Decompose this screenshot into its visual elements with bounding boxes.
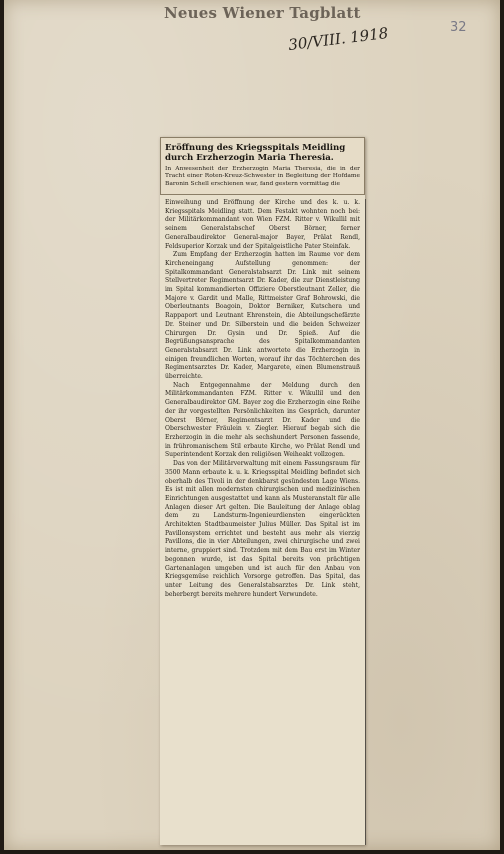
clipping-header-box	[160, 137, 365, 195]
article-paragraph: Zum Empfang der Erzherzogin hatten im Raume vor dem Kircheneingang Aufstellung genommen: der Spitalkommandant Generalstabsarzt Dr. Link mit seinem Stellvertreter Regimentsarzt Dr. Kader, die zur Dienstleistung im Spital kommandierten Offiziere Oberstleutnant Zeller, die Majore v. Gardit und Malle, Rittmeister Graf Bohrowski, die Oberleutnants Boagoin, Doktor Berniker, Kutschera und Rappaport und Leutnant Ehrenstein, die Abteilungschefärzte Dr. Steiner und Dr. Silberstein und die beiden Schweizer Chirurgen Dr. Gysin und Dr. Spieß. Auf die Begrüßungsansprache des Spitalkommandanten Generalstabsarzt Dr. Link antwortete die Erzherzogin in einigen freundlichen Worten, worauf ihr das Töchterchen des Regimentsarztes Dr. Kader, Margarete, einen Blumenstrauß überreichte.	[165, 251, 360, 381]
page-number: 32	[450, 20, 467, 35]
handwritten-date: 30/VIII. 1918	[287, 23, 390, 55]
article-body	[160, 199, 366, 845]
article-paragraph: Das von der Militärverwaltung mit einem Fassungsraum für 3500 Mann erbaute k. u. k. Kriegsspital Meidling befindet sich oberhalb des Tivoli in der denkbarst gesündesten Lage Wiens. Es ist mit allen modernsten chirurgischen und medizinischen Einrichtungen ausgestattet und kann als Musteranstalt für alle Anlagen dieser Art gelten. Die Bauleitung der Anlage oblag dem zu Landsturm-Ingenieurdiensten eingerückten Architekten Stadtbaumeister Julius Müller. Das Spital ist im Pavillonsystem errichtet und besteht aus mehr als vierzig Pavillons, die in vier Abteilungen, zwei chirurgische und zwei interne, gruppiert sind. Trotzdem mit dem Bau erst im Winter begonnen wurde, ist das Spital bereits von prächtigen Gartenanlagen umgeben und ist auch für den Anbau von Kriegsgemüse reichlich Vorsorge getroffen. Das Spital, das unter Leitung des Generalstabsarztes Dr. Link steht, beherbergt bereits mehrere hundert Verwundete.	[165, 460, 360, 598]
article-paragraph: Nach Entgegennahme der Meldung durch den Militärkommandanten FZM. Ritter v. Wikullil und den Generalbaudirektor GM. Bayer zog die Erzherzogin eine Reihe der ihr vorgestellten Persönlichkeiten ins Gespräch, darunter Oberst Börner, Regimentsarzt Dr. Kader und die Oberschwester Fräulein v. Ziegler. Hierauf begab sich die Erzherzogin in die mehr als sechshundert Personen fassende, in frühromanischem Stil erbaute Kirche, wo Prälat Rendl und Superintendent Korzak den religiösen Weiheakt vollzogen.	[165, 381, 360, 459]
article-lead: In Anwesenheit der Erzherzogin Maria Theresia, die in der Tracht einer Roten-Kreuz-Schwester in Begleitung der Hofdame Baronin Schell erschienen war, fand gestern vormittag die	[165, 166, 360, 187]
newspaper-clipping	[160, 137, 365, 845]
article-headline: Eröffnung des Kriegsspitals Meidling durch Erzherzogin Maria Theresia.	[165, 143, 346, 163]
article-paragraph: Einweihung und Eröffnung der Kirche und des k. u. k. Kriegsspitals Meidling statt. Dem Festakt wohnten noch bei: der Militärkommandant von Wien FZM. Ritter v. Wikullil mit seinem Generalstabschef Oberst Börner, ferner Generalbaudirektor General-major Bayer, Prälat Rendl, Feldsuperior Korzak und der Spitalgeistliche Pater Steinfak.	[165, 199, 360, 250]
newspaper-masthead: Neues Wiener Tagblatt	[164, 4, 361, 22]
archive-sheet	[4, 0, 500, 850]
